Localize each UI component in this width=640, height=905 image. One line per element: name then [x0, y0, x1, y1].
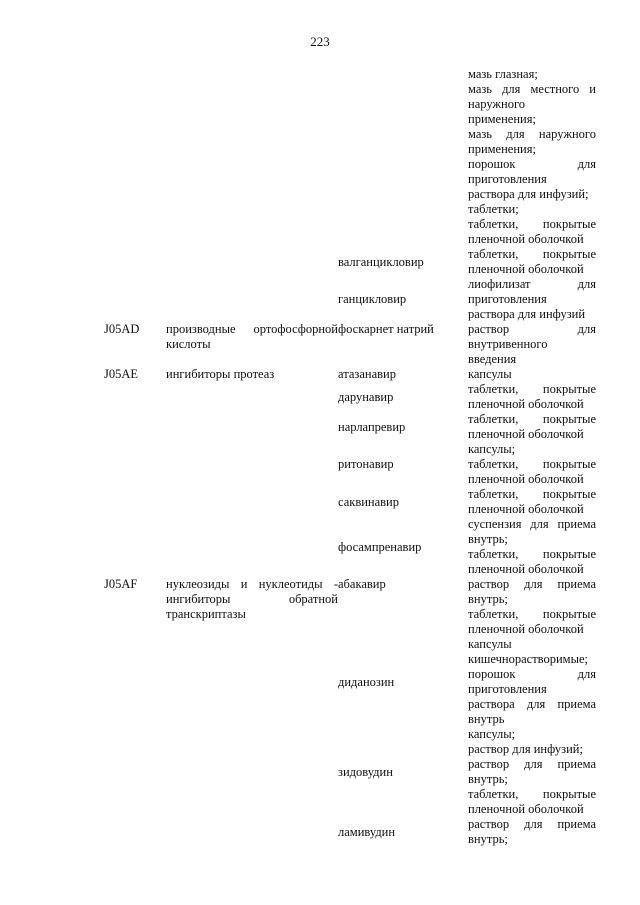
dosage-form-line: таблетки, покрытые [468, 487, 596, 501]
drug-name [338, 817, 468, 847]
atc-code: J05AE [104, 367, 139, 381]
dosage-form-line: приготовления [468, 682, 547, 696]
drug-entry [338, 247, 596, 277]
dosage-form-line: капсулы; [468, 442, 516, 456]
atc-code: J05AD [104, 322, 140, 336]
group-name-line: производные ортофосфорной [166, 322, 338, 336]
drug-entry [338, 67, 596, 247]
drug-entry [338, 487, 596, 517]
dosage-form-line: внутрь [468, 712, 505, 726]
drug-name-text: фоскарнет натрий [338, 322, 434, 336]
drug-name-text: зидовудин [338, 764, 393, 779]
drug-name-text: фосампренавир [338, 539, 422, 554]
dosage-forms [468, 442, 596, 487]
drug-name [338, 367, 468, 382]
table-row [104, 367, 596, 577]
dosage-form-line: внутрь; [468, 532, 508, 546]
atc-group-name [166, 367, 338, 577]
group-name-line: кислоты [166, 337, 211, 351]
dosage-forms [468, 517, 596, 577]
dosage-form-line: раствор для инфузий; [468, 742, 583, 756]
dosage-form-line: пленочной оболочкой [468, 502, 584, 516]
drug-list [338, 67, 596, 322]
drug-name [338, 637, 468, 727]
drug-entry [338, 637, 596, 727]
dosage-forms [468, 637, 596, 727]
atc-group-name [166, 577, 338, 847]
drug-entry [338, 367, 596, 382]
drug-name-text: диданозин [338, 674, 395, 689]
dosage-form-line: внутрь; [468, 592, 508, 606]
drug-entry [338, 727, 596, 817]
dosage-form-line: таблетки, покрытые [468, 382, 596, 396]
dosage-form-line: внутривенного [468, 337, 548, 351]
drug-name-text: ламивудин [338, 824, 396, 839]
dosage-form-line: таблетки, покрытые [468, 217, 596, 231]
dosage-form-line: мазь для местного и [468, 82, 596, 96]
dosage-form-line: таблетки, покрытые [468, 457, 596, 471]
drug-entry [338, 517, 596, 577]
table-row [104, 322, 596, 367]
dosage-form-line: внутрь; [468, 832, 508, 846]
dosage-form-line: пленочной оболочкой [468, 262, 584, 276]
atc-group-name [166, 67, 338, 322]
drug-entry [338, 817, 596, 847]
dosage-form-line: лиофилизат для [468, 277, 596, 291]
dosage-form-line: пленочной оболочкой [468, 232, 584, 246]
drug-list [338, 367, 596, 577]
drug-entry [338, 577, 596, 637]
drug-name-text: ритонавир [338, 457, 394, 471]
dosage-form-line: таблетки, покрытые [468, 412, 596, 426]
group-name-line: ингибиторы обратной [166, 592, 338, 606]
dosage-form-line: раствор для приема [468, 757, 596, 771]
dosage-form-line: применения; [468, 112, 536, 126]
dosage-form-line: приготовления [468, 292, 547, 306]
dosage-form-line: внутрь; [468, 772, 508, 786]
dosage-form-line: пленочной оболочкой [468, 472, 584, 486]
dosage-form-line: пленочной оболочкой [468, 427, 584, 441]
drug-name [338, 382, 468, 412]
dosage-form-line: кишечнорастворимые; [468, 652, 588, 666]
dosage-form-line: наружного [468, 97, 526, 111]
dosage-form-line: пленочной оболочкой [468, 622, 584, 636]
dosage-forms [468, 277, 596, 322]
group-name-line: транскриптазы [166, 607, 246, 621]
dosage-forms [468, 322, 596, 367]
dosage-form-line: капсулы; [468, 727, 516, 741]
drug-name-text: абакавир [338, 577, 386, 591]
dosage-form-line: приготовления [468, 172, 547, 186]
drug-name [338, 247, 468, 277]
dosage-form-line: суспензия для приема [468, 517, 596, 531]
drug-entry [338, 442, 596, 487]
dosage-forms [468, 67, 596, 247]
dosage-forms [468, 577, 596, 637]
table-row [104, 67, 596, 322]
table-row [104, 577, 596, 847]
dosage-form-line: раствора для инфузий [468, 307, 586, 321]
drug-name [338, 277, 468, 322]
dosage-forms [468, 382, 596, 412]
drug-entry [338, 382, 596, 412]
drug-name-text: атазанавир [338, 367, 396, 381]
dosage-form-line: раствор для приема [468, 817, 596, 831]
group-name-line: нуклеозиды и нуклеотиды - [166, 577, 338, 591]
dosage-form-line: раствора для приема [468, 697, 596, 711]
drug-list [338, 577, 596, 847]
drug-name-text: нарлапревир [338, 419, 406, 434]
dosage-form-line: мазь для наружного [468, 127, 596, 141]
dosage-forms [468, 367, 596, 382]
drug-list [338, 322, 596, 367]
drug-entry [338, 277, 596, 322]
atc-code: J05AF [104, 577, 138, 591]
drug-name [338, 442, 468, 487]
dosage-form-line: применения; [468, 142, 536, 156]
dosage-forms [468, 247, 596, 277]
dosage-forms [468, 817, 596, 847]
drug-name-text: валганцикловир [338, 254, 424, 269]
page-number: 223 [310, 34, 330, 49]
dosage-form-line: таблетки, покрытые [468, 547, 596, 561]
dosage-forms [468, 727, 596, 817]
dosage-form-line: мазь глазная; [468, 67, 538, 81]
drug-name [338, 67, 468, 247]
dosage-forms [468, 412, 596, 442]
dosage-form-line: капсулы [468, 637, 512, 651]
dosage-form-line: раствора для инфузий; [468, 187, 589, 201]
drug-entry [338, 322, 596, 367]
drug-name [338, 322, 468, 367]
dosage-form-line: таблетки, покрытые [468, 787, 596, 801]
drug-name-text: саквинавир [338, 494, 399, 509]
dosage-form-line: пленочной оболочкой [468, 802, 584, 816]
dosage-form-line: раствор для приема [468, 577, 596, 591]
dosage-form-line: порошок для [468, 667, 596, 681]
dosage-form-line: порошок для [468, 157, 596, 171]
dosage-form-line: капсулы [468, 367, 512, 381]
drug-entry [338, 412, 596, 442]
drug-name [338, 727, 468, 817]
medication-table [104, 67, 596, 847]
dosage-form-line: пленочной оболочкой [468, 562, 584, 576]
atc-code [104, 67, 166, 322]
drug-name [338, 577, 468, 637]
dosage-form-line: пленочной оболочкой [468, 397, 584, 411]
dosage-form-line: таблетки, покрытые [468, 607, 596, 621]
atc-group-name [166, 322, 338, 367]
drug-name-text: дарунавир [338, 389, 394, 404]
drug-name [338, 412, 468, 442]
group-name-line: ингибиторы протеаз [166, 367, 275, 381]
dosage-form-line: раствор для [468, 322, 596, 336]
dosage-form-line: таблетки; [468, 202, 519, 216]
dosage-forms [468, 487, 596, 517]
dosage-form-line: таблетки, покрытые [468, 247, 596, 261]
drug-name [338, 487, 468, 517]
drug-name [338, 517, 468, 577]
drug-name-text: ганцикловир [338, 292, 407, 306]
dosage-form-line: введения [468, 352, 517, 366]
